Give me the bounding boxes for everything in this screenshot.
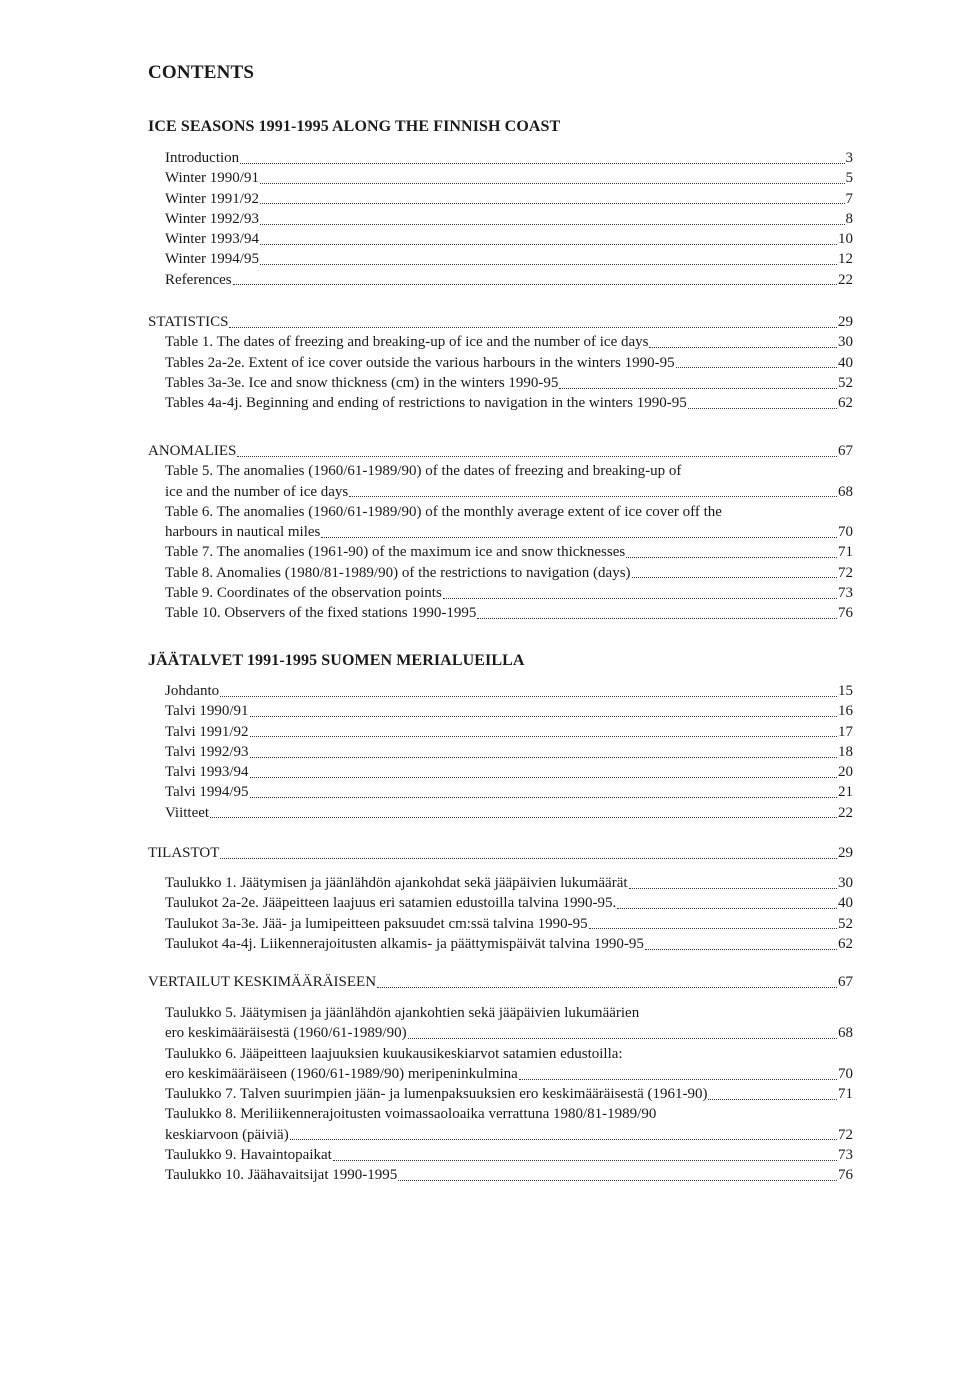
toc-leader-dots	[645, 949, 837, 950]
toc-page-number: 15	[838, 683, 853, 699]
toc-entry[interactable]	[0, 1003, 960, 1023]
toc-page-number: 76	[838, 1167, 853, 1184]
toc-entry-title: Tables 2a-2e. Extent of ice cover outside the various harbours in the winters 1990-95	[165, 354, 675, 371]
toc-entry[interactable]	[0, 681, 960, 701]
toc-entry-title: Talvi 1992/93	[165, 743, 249, 760]
toc-leader-dots	[519, 1079, 837, 1080]
toc-entry[interactable]	[0, 762, 960, 782]
toc-entry-title: Winter 1992/93	[165, 210, 259, 227]
section-heading: JÄÄTALVET 1991-1995 SUOMEN MERIALUEILLA	[148, 652, 525, 669]
toc-entry-title: Taulukko 9. Havaintopaikat	[165, 1147, 332, 1164]
toc-entry[interactable]	[0, 461, 960, 481]
toc-page-number: 62	[838, 395, 853, 412]
toc-leader-dots	[260, 244, 837, 245]
toc-entry-title: Taulukko 1. Jäätymisen ja jäänlähdön ajankohdat sekä jääpäivien lukumäärät	[165, 875, 628, 891]
toc-entry-title: Talvi 1991/92	[165, 723, 249, 740]
toc-page-number: 12	[838, 251, 853, 268]
toc-leader-dots	[250, 797, 837, 798]
toc-entry-title: Introduction	[165, 150, 240, 166]
toc-leader-dots	[260, 264, 837, 265]
toc-group	[0, 312, 960, 413]
toc-entry-title: Table 10. Observers of the fixed stations 1990-1995	[165, 605, 477, 622]
toc-page-number: 73	[838, 585, 853, 602]
toc-entry-title: Taulukko 5. Jäätymisen ja jäänlähdön ajankohtien sekä jääpäivien lukumäärien	[165, 1005, 640, 1021]
toc-leader-dots	[250, 736, 837, 737]
toc-page-number: 8	[845, 210, 853, 227]
toc-page-number: 22	[838, 271, 853, 288]
toc-entry-title: Table 8. Anomalies (1980/81-1989/90) of the restrictions to navigation (days)	[165, 564, 631, 581]
toc-page-number: 30	[838, 875, 853, 891]
toc-page-number: 72	[838, 564, 853, 581]
toc-leader-dots	[260, 224, 845, 225]
toc-page-number: 20	[838, 764, 853, 781]
toc-entry-title: ice and the number of ice days	[165, 483, 349, 500]
toc-page-number: 18	[838, 743, 853, 760]
toc-group	[0, 843, 960, 863]
toc-entry[interactable]	[0, 1125, 960, 1145]
toc-page-number: 76	[838, 605, 853, 622]
section-heading: ICE SEASONS 1991-1995 ALONG THE FINNISH COAST	[148, 118, 561, 135]
toc-entry-title: harbours in nautical miles	[165, 524, 321, 541]
toc-entry-title: ANOMALIES	[148, 443, 237, 459]
toc-entry[interactable]	[0, 1084, 960, 1104]
toc-entry-title: Table 9. Coordinates of the observation points	[165, 585, 442, 602]
toc-leader-dots	[443, 598, 837, 599]
toc-leader-dots	[626, 557, 837, 558]
toc-leader-dots	[260, 203, 845, 204]
toc-entry[interactable]	[0, 934, 960, 954]
toc-leader-dots	[408, 1038, 837, 1039]
toc-entry-title: STATISTICS	[148, 314, 229, 330]
toc-leader-dots	[237, 456, 837, 457]
toc-entry-title: Winter 1994/95	[165, 251, 259, 268]
toc-page-number: 68	[838, 1025, 853, 1042]
toc-entry-title: Table 7. The anomalies (1961-90) of the maximum ice and snow thicknesses	[165, 544, 626, 561]
toc-page-number: 3	[845, 150, 853, 166]
toc-leader-dots	[632, 577, 837, 578]
toc-leader-dots	[260, 183, 845, 184]
toc-page-number: 40	[838, 895, 853, 912]
toc-entry-title: Taulukko 8. Meriliikennerajoitusten voimassaoloaika verrattuna 1980/81-1989/90	[165, 1106, 657, 1123]
toc-page-number: 29	[838, 314, 853, 330]
toc-page-number: 7	[845, 190, 853, 207]
toc-entry[interactable]	[0, 482, 960, 502]
toc-page-number: 68	[838, 483, 853, 500]
toc-entry-title: keskiarvoon (päiviä)	[165, 1126, 289, 1143]
toc-entry-title: References	[165, 271, 232, 288]
toc-entry-title: Taulukko 6. Jääpeitteen laajuuksien kuukausikeskiarvot satamien edustoilla:	[165, 1045, 623, 1062]
toc-leader-dots	[589, 928, 837, 929]
toc-group	[0, 873, 960, 954]
toc-entry-title: Tables 3a-3e. Ice and snow thickness (cm) in the winters 1990-95	[165, 374, 559, 391]
toc-entry[interactable]	[0, 1044, 960, 1064]
toc-leader-dots	[649, 347, 837, 348]
toc-entry-title: Table 6. The anomalies (1960/61-1989/90) of the monthly average extent of ice cover off the	[165, 503, 722, 520]
toc-page-number: 67	[838, 443, 853, 459]
toc-entry[interactable]	[0, 353, 960, 373]
toc-entry-title: Taulukot 2a-2e. Jääpeitteen laajuus eri satamien edustoilla talvina 1990-95.	[165, 895, 617, 912]
toc-entry[interactable]	[0, 249, 960, 269]
toc-leader-dots	[333, 1160, 837, 1161]
toc-entry-title: Talvi 1994/95	[165, 784, 249, 801]
toc-group	[0, 681, 960, 823]
toc-entry[interactable]	[0, 502, 960, 522]
toc-entry-title: Johdanto	[165, 683, 220, 699]
toc-entry-title: VERTAILUT KESKIMÄÄRÄISEEN	[148, 974, 377, 990]
toc-page-number: 73	[838, 1147, 853, 1164]
toc-entry[interactable]	[0, 542, 960, 562]
toc-page-number: 17	[838, 723, 853, 740]
toc-leader-dots	[250, 716, 837, 717]
toc-entry[interactable]	[0, 722, 960, 742]
toc-leader-dots	[233, 284, 837, 285]
toc-page-number: 21	[838, 784, 853, 801]
toc-leader-dots	[676, 367, 837, 368]
toc-group	[0, 1003, 960, 1186]
toc-entry-title: Taulukko 10. Jäähavaitsijat 1990-1995	[165, 1167, 398, 1184]
toc-leader-dots	[398, 1180, 837, 1181]
toc-page-number: 52	[838, 915, 853, 932]
toc-page-number: 72	[838, 1126, 853, 1143]
toc-entry-title: Talvi 1990/91	[165, 703, 249, 720]
toc-leader-dots	[688, 408, 837, 409]
toc-entry[interactable]	[0, 1165, 960, 1185]
toc-leader-dots	[250, 757, 837, 758]
toc-page-number: 40	[838, 354, 853, 371]
toc-page-number: 70	[838, 524, 853, 541]
toc-leader-dots	[559, 388, 837, 389]
toc-entry-title: Table 1. The dates of freezing and breaking-up of ice and the number of ice days	[165, 334, 649, 351]
toc-entry[interactable]	[0, 229, 960, 249]
toc-leader-dots	[629, 888, 837, 889]
toc-entry[interactable]	[0, 270, 960, 290]
toc-entry[interactable]	[0, 893, 960, 913]
toc-entry[interactable]	[0, 312, 960, 332]
toc-entry-title: Winter 1993/94	[165, 231, 259, 248]
toc-leader-dots	[220, 696, 837, 697]
toc-leader-dots	[250, 777, 837, 778]
toc-entry-title: ero keskimääräisestä (1960/61-1989/90)	[165, 1025, 407, 1042]
toc-entry-title: TILASTOT	[148, 845, 220, 861]
toc-leader-dots	[321, 537, 837, 538]
toc-leader-dots	[477, 618, 837, 619]
toc-group	[0, 441, 960, 624]
toc-entry[interactable]	[0, 373, 960, 393]
toc-leader-dots	[377, 987, 837, 988]
toc-entry[interactable]	[0, 782, 960, 802]
toc-entry[interactable]	[0, 168, 960, 188]
toc-page-number: 10	[838, 231, 853, 248]
toc-entry-title: ero keskimääräiseen (1960/61-1989/90) meripeninkulmina	[165, 1065, 518, 1082]
toc-page-number: 5	[845, 170, 853, 187]
toc-entry[interactable]	[0, 148, 960, 168]
toc-entry[interactable]	[0, 332, 960, 352]
toc-entry-title: Winter 1991/92	[165, 190, 259, 207]
toc-entry[interactable]	[0, 583, 960, 603]
toc-entry[interactable]	[0, 441, 960, 461]
toc-entry-title: Talvi 1993/94	[165, 764, 249, 781]
toc-entry[interactable]	[0, 972, 960, 992]
toc-group	[0, 148, 960, 290]
toc-entry[interactable]	[0, 563, 960, 583]
toc-entry[interactable]	[0, 522, 960, 542]
toc-leader-dots	[708, 1099, 837, 1100]
toc-page-number: 52	[838, 374, 853, 391]
toc-entry[interactable]	[0, 803, 960, 823]
toc-entry[interactable]	[0, 914, 960, 934]
toc-page-number: 67	[838, 974, 853, 990]
toc-entry[interactable]	[0, 742, 960, 762]
toc-entry-title: Taulukko 7. Talven suurimpien jään- ja lumenpaksuuksien ero keskimääräisestä (1961-90)	[165, 1086, 708, 1103]
toc-leader-dots	[210, 817, 837, 818]
toc-leader-dots	[349, 496, 837, 497]
toc-entry[interactable]	[0, 701, 960, 721]
toc-entry[interactable]	[0, 1064, 960, 1084]
toc-page-number: 22	[838, 804, 853, 821]
toc-page-number: 29	[838, 845, 853, 861]
toc-leader-dots	[290, 1139, 837, 1140]
toc-entry[interactable]	[0, 209, 960, 229]
toc-entry[interactable]	[0, 393, 960, 413]
toc-page-number: 16	[838, 703, 853, 720]
toc-page-number: 30	[838, 334, 853, 351]
toc-page-number: 71	[838, 544, 853, 561]
toc-entry-title: Winter 1990/91	[165, 170, 259, 187]
toc-group	[0, 972, 960, 992]
toc-page-number: 62	[838, 935, 853, 952]
toc-entry-title: Viitteet	[165, 804, 210, 821]
toc-page-number: 71	[838, 1086, 853, 1103]
toc-entry[interactable]	[0, 1104, 960, 1124]
toc-entry[interactable]	[0, 873, 960, 893]
toc-entry[interactable]	[0, 1023, 960, 1043]
toc-leader-dots	[220, 858, 837, 859]
toc-entry-title: Taulukot 4a-4j. Liikennerajoitusten alkamis- ja päättymispäivät talvina 1990-95	[165, 935, 644, 952]
toc-entry[interactable]	[0, 1145, 960, 1165]
toc-entry-title: Taulukot 3a-3e. Jää- ja lumipeitteen paksuudet cm:ssä talvina 1990-95	[165, 915, 588, 932]
toc-leader-dots	[617, 908, 837, 909]
toc-page-number: 70	[838, 1065, 853, 1082]
toc-leader-dots	[240, 163, 844, 164]
toc-leader-dots	[229, 327, 837, 328]
page-title: CONTENTS	[148, 62, 255, 83]
toc-entry[interactable]	[0, 189, 960, 209]
toc-entry-title: Table 5. The anomalies (1960/61-1989/90) of the dates of freezing and breaking-up of	[165, 463, 682, 480]
toc-entry[interactable]	[0, 603, 960, 623]
toc-entry[interactable]	[0, 843, 960, 863]
toc-entry-title: Tables 4a-4j. Beginning and ending of restrictions to navigation in the winters 1990-95	[165, 395, 687, 412]
